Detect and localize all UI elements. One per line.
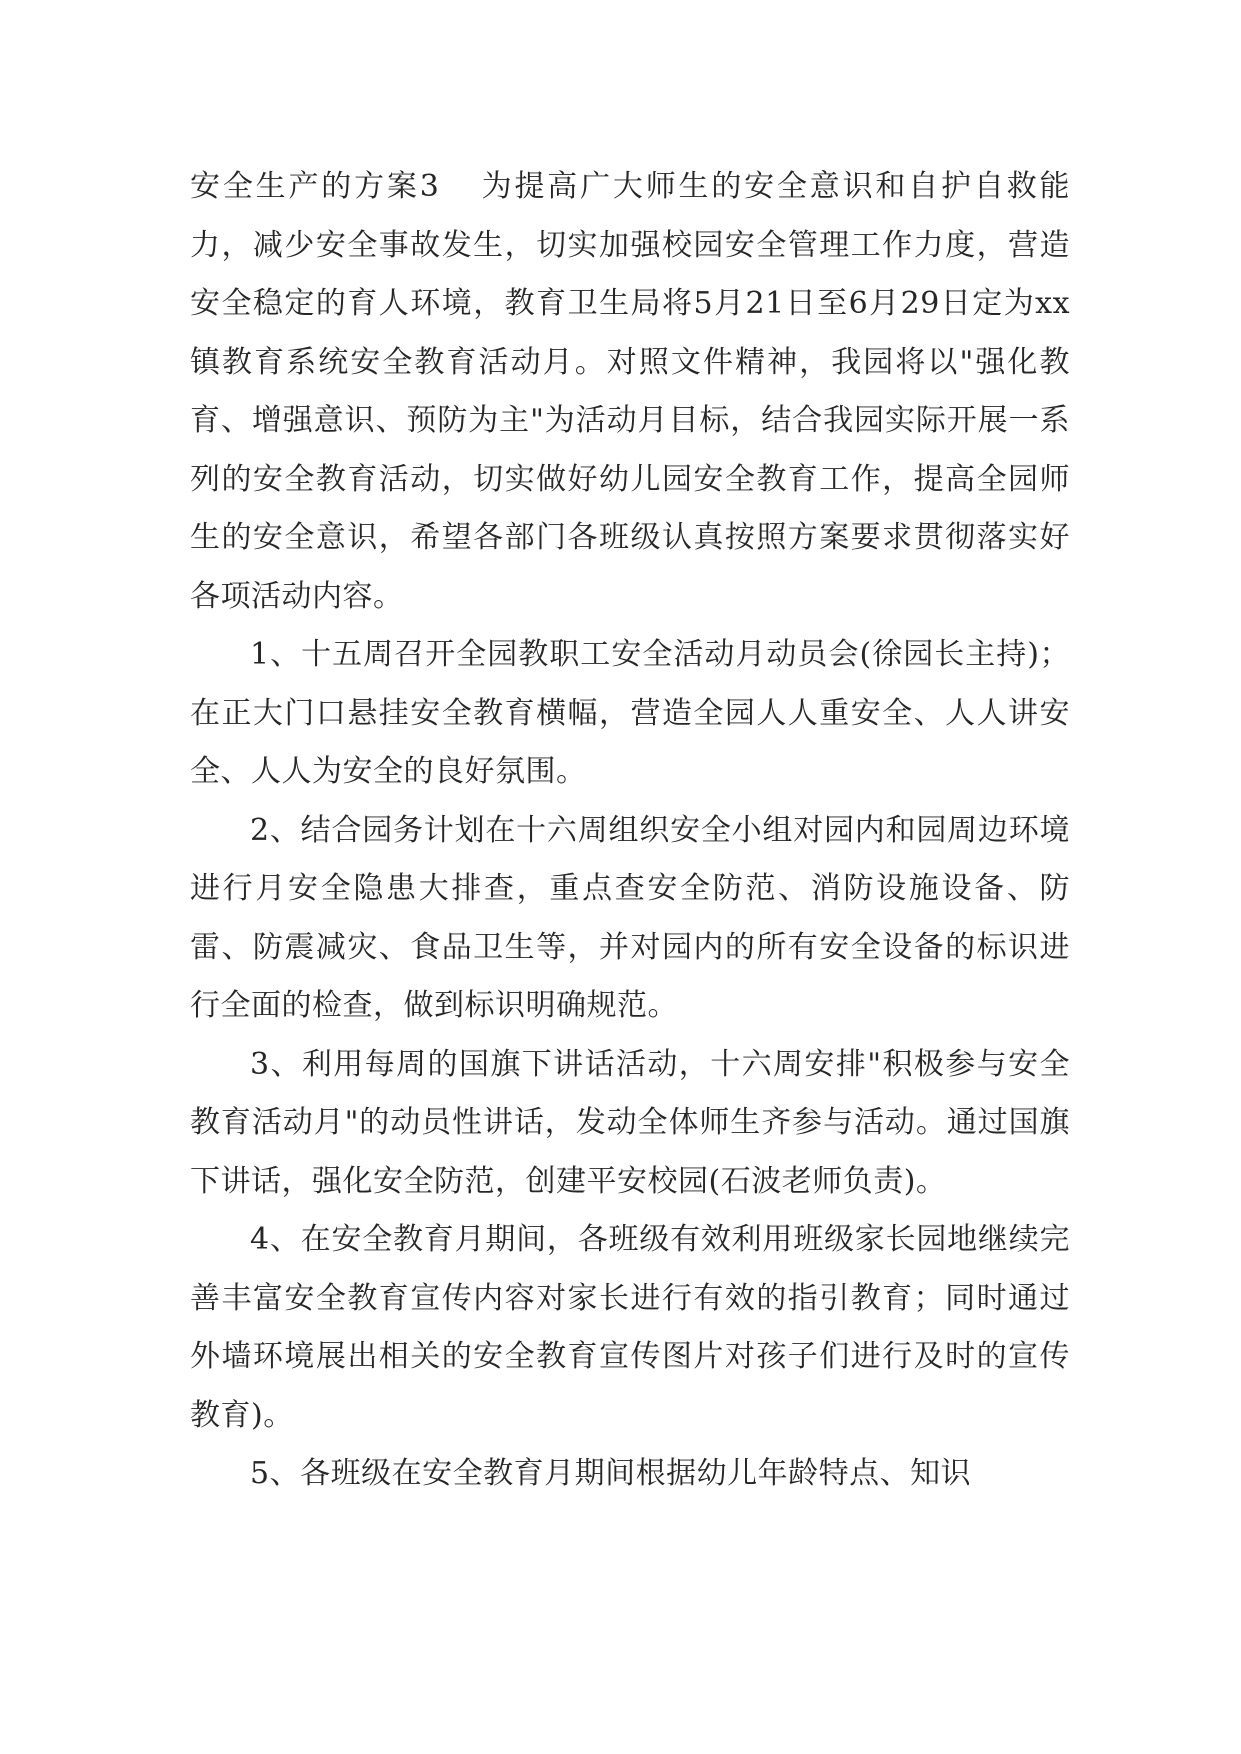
list-item: 4、在安全教育月期间，各班级有效利用班级家长园地继续完善丰富安全教育宣传内容对家长进行有效的指引教育；同时通过外墙环境展出相关的安全教育宣传图片对孩子们进行及时的宣传教育)。 — [190, 1222, 1070, 1433]
list-item: 2、结合园务计划在十六周组织安全小组对园内和园周边环境进行月安全隐患大排查，重点查安全防范、消防设施设备、防雷、防震减灾、食品卫生等，并对园内的所有安全设备的标识进行全面的检查，做到标识明确规范。 — [190, 812, 1070, 1023]
list-item: 3、利用每周的国旗下讲话活动，十六周安排"积极参与安全教育活动月"的动员性讲话，发动全体师生齐参与活动。通过国旗下讲话，强化安全防范，创建平安校园(石波老师负责)。 — [190, 1046, 1070, 1199]
list-item: 1、十五周召开全园教职工安全活动月动员会(徐园长主持)；在正大门口悬挂安全教育横幅，营造全园人人重安全、人人讲安全、人人为安全的良好氛围。 — [190, 637, 1070, 789]
document-body — [190, 158, 1070, 1504]
document-title: 安全生产的方案3 — [190, 169, 440, 204]
intro-paragraph — [190, 158, 1070, 626]
list-item: 5、各班级在安全教育月期间根据幼儿年龄特点、知识 — [250, 1456, 972, 1491]
intro-text: 为提高广大师生的安全意识和自护自救能力，减少安全事故发生，切实加强校园安全管理工作力度，营造安全稳定的育人环境，教育卫生局将5月21日至6月29日定为xx镇教育系统安全教育活动月。对照文件精神，我园将以"强化教育、增强意识、预防为主"为活动月目标，结合我园实际开展一系列的安全教育活动，切实做好幼儿园安全教育工作，提高全园师生的安全意识，希望各部门各班级认真按照方案要求贯彻落实好各项活动内容。 — [190, 169, 1071, 614]
